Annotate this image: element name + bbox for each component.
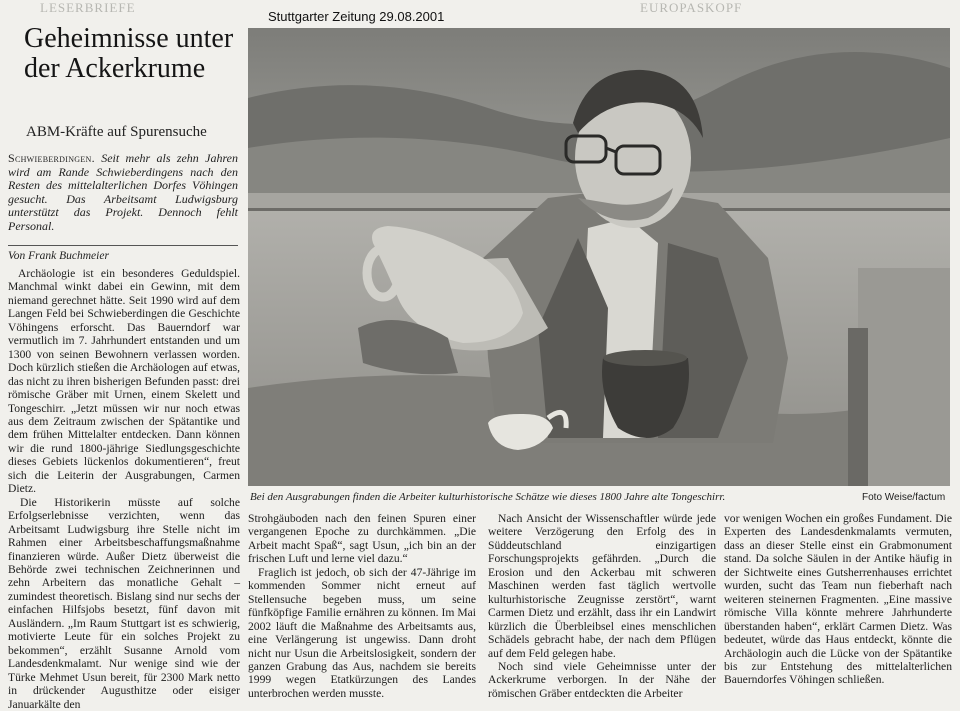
text-column-4 xyxy=(724,512,952,692)
bleed-through-text-left: LESERBRIEFE xyxy=(40,0,136,15)
article-headline: Geheimnisse unter der Ackerkrume xyxy=(24,23,234,84)
source-line: Stuttgarter Zeitung 29.08.2001 xyxy=(268,9,445,24)
paragraph: vor wenigen Wochen ein großes Fundament. Die Experten des Landesdenkmalamts vermuten, dass an dieser Stelle einst ein Grabmonument stand. Da solche Säulen in der Antike häufig in der Sichtweite eines Gutsherrenhauses errichtet wurden, sucht das Team nun fieberhaft nach weiteren steinernen Fragmenten. „Eine massive römische Villa könnte mehrere Jahrhunderte überstanden haben“, erklärt Carmen Dietz. Was bedeutet, würde das Haus entdeckt, könnte die Archäologin auch die Lücke von der Spätantike bis zur Entstehung des mittelalterlichen Bauerndorfes Vöhingen schließen. xyxy=(724,512,952,687)
text-column-2 xyxy=(248,512,476,700)
paragraph: Die Historikerin müsste auf solche Erfolgserlebnisse verzichten, wenn das Arbeitsamt Ludwigsburg ihre Stelle nicht im Rahmen einer Arbeitsbeschaffungsmaßnahme finanzieren würde. Außer Dietz überweist die Behörde zwei technischen Zeichnerinnen und zehn Arbeitern das monatliche Gehalt – zumindest theoretisch. Bislang sind nur sechs der einfachen Hilfsjobs besetzt, fünf davon mit Ausländern. „Im Raum Stuttgart ist es schwierig, motivierte Leute für ein solches Projekt zu bekommen“, erzählt Susanne Arnold vom Landesdenkmalamt. Nur wenige sind wie der Türke Mehmet Usun bereit, für 2300 Mark netto in drückender Augusthitze oder eisiger Januarkälte den xyxy=(8,495,240,711)
paragraph: Fraglich ist jedoch, ob sich der 47-Jährige im kommenden Sommer nicht erneut auf Stellensuche begeben muss, um seine fünfköpfige Familie ernähren zu können. Im Mai 2002 läuft die Maßnahme des Arbeitsamts aus, eine Verlängerung ist ungewiss. Dann droht nicht nur Usun die Arbeitslosigkeit, sondern der ganzen Grabung das Aus, nachdem sie bereits 1999 wegen Etatkürzungen des Landes unterbrochen werden musste. xyxy=(248,565,476,700)
lead-place: Schwieberdingen. xyxy=(8,151,95,165)
article-lead xyxy=(8,152,238,233)
paragraph: Noch sind viele Geheimnisse unter der Ackerkrume verborgen. In der Nähe der römischen Gräber entdeckten die Arbeiter xyxy=(488,659,716,700)
paragraph: Archäologie ist ein besonderes Geduldspiel. Manchmal winkt dabei ein Gewinn, mit dem niemand gerechnet hätte. Seit 1990 wird auf dem Langen Feld bei Schwieberdingen die Geschichte Vöhingens erforscht. Das Bauerndorf war vermutlich im 7. Jahrhundert entstanden und um 1300 von seinen Bewohnern verlassen worden. Doch kürzlich stießen die Archäologen auf etwas, das nicht zu ihren bisherigen Befunden passt: drei römische Gräber mit Urnen, einem Skelett und Tongeschirr. „Jetzt müssen wir nur noch etwas aus dem Zeitraum zwischen der Spätantike und dem frühen Mittelalter entdecken. Dann können wir die rund 1800-jährige Siedlungsgeschichte dieses Gebiets lückenlos dokumentieren“, freut sich die Leiterin der Ausgrabungen, Carmen Dietz. xyxy=(8,267,240,496)
article-subhead: ABM-Kräfte auf Spurensuche xyxy=(26,124,207,140)
divider-rule xyxy=(8,245,238,246)
photo-credit: Foto Weise/factum xyxy=(862,492,946,503)
photo-caption: Bei den Ausgrabungen finden die Arbeiter kulturhistorische Schätze wie dieses 1800 Jahre alte Tongeschirr. xyxy=(250,491,726,503)
paragraph: Strohgäuboden nach den feinen Spuren einer vergangenen Epoche zu durchkämmen. „Die Arbeit macht Spaß“, sagt Usun, „ich bin an der frischen Luft und lerne viel dazu.“ xyxy=(248,512,476,566)
bleed-through-text-right: EUROPASKOPF xyxy=(640,0,743,15)
text-column-3 xyxy=(488,512,716,700)
lead-text: Seit mehr als zehn Jahren wird am Rande Schwieberdingens nach den Resten des mittelalterlichen Dorfes Vöhingen gesucht. Das Arbeitsamt Ludwigsburg unterstützt das Projekt. Dennoch fehlt Personal. xyxy=(8,151,238,233)
archaeologist-photo-illustration xyxy=(248,28,950,486)
article-photo xyxy=(248,28,950,486)
byline: Von Frank Buchmeier xyxy=(8,250,109,262)
paragraph: Nach Ansicht der Wissenschaftler würde jede weitere Verzögerung den Erfolg des in Süddeutschland einzigartigen Forschungsprojekts gefährden. „Durch die Erosion und den Ackerbau mit schweren Maschinen werden fast täglich wertvolle kulturhistorische Zeugnisse zerstört“, warnt Carmen Dietz und erzählt, dass ihr ein Landwirt kürzlich die Überbleibsel eines menschlichen Schädels gebracht habe, der nach dem Pflügen auf dem Feld gelegen habe. xyxy=(488,512,716,660)
text-column-1 xyxy=(8,267,240,711)
